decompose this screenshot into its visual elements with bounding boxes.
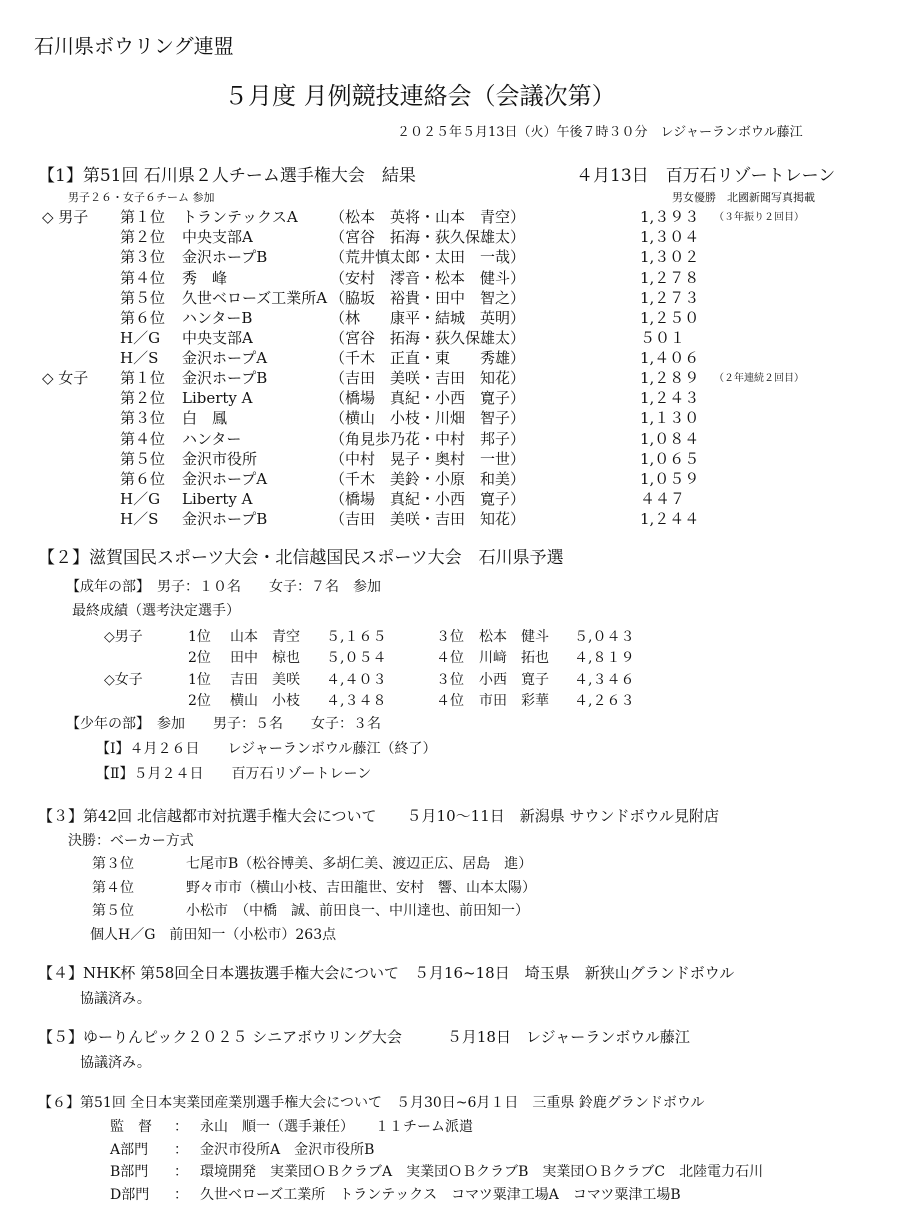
score-value: ５,１６５: [326, 629, 387, 645]
team-name: 金沢ホープA: [182, 349, 268, 367]
score-value: 1,３０４: [640, 228, 700, 246]
division-colon: ：: [174, 1164, 188, 1180]
section-1-participants: 男子２６・女子６チーム 参加: [68, 191, 215, 204]
score-value: 1,０５９: [640, 470, 700, 488]
page-title: ５月度 月例競技連絡会（会議次第）: [224, 82, 616, 110]
player-name: 小西 寛子: [479, 672, 549, 688]
rank-label: H／S: [120, 349, 159, 367]
player-name: 市田 彩華: [479, 693, 549, 709]
team-name: Liberty A: [182, 389, 253, 407]
score-value: ５０１: [640, 329, 686, 347]
division-colon: ：: [174, 1142, 188, 1158]
team-name: ハンターB: [182, 309, 253, 327]
section-2-heading: 【２】滋賀国民スポーツ大会・北信越国民スポーツ大会 石川県予選: [38, 548, 564, 568]
score-value: ５,０４３: [574, 629, 635, 645]
team-name: 秀 峰: [182, 269, 228, 287]
section-3-heading: 【３】第42回 北信越都市対抗選手権大会について ５月10～11日 新潟県 サウンドボウル見附店: [38, 807, 720, 825]
division-label: 監 督: [110, 1119, 152, 1135]
division-teams: 久世ベローズ工業所 トランテックス コマツ粟津工場A コマツ粟津工場B: [200, 1187, 681, 1203]
rank-label: 第４位: [92, 880, 134, 896]
team-members: 野々市市（横山小枝、吉田龍世、安村 響、山本太陽）: [186, 880, 536, 896]
division-teams: 金沢市役所A 金沢市役所B: [200, 1142, 375, 1158]
player-names: （橋場 真紀・小西 寛子）: [330, 490, 526, 508]
rank-label: 第６位: [120, 309, 166, 327]
gender-label: ◇男子: [104, 629, 143, 645]
player-names: （宮谷 拓海・荻久保雄太）: [330, 329, 526, 347]
division-label: D部門: [110, 1187, 150, 1203]
player-names: （千木 正直・東 秀雄）: [330, 349, 526, 367]
player-name: 吉田 美咲: [230, 672, 300, 688]
team-name: 金沢ホープB: [182, 248, 268, 266]
section-5-body: 協議済み。: [80, 1055, 151, 1071]
division-teams: 環境開発 実業団ＯＢクラブA 実業団ＯＢクラブB 実業団ＯＢクラブC 北陸電力石川: [200, 1164, 764, 1180]
section-6-heading: 【６】第51回 全日本実業団産業別選手権大会について ５月30日~6月１日 三重県 鈴鹿グランドボウル: [38, 1095, 705, 1111]
rank-label: 2位: [188, 650, 211, 666]
player-names: （中村 晃子・奥村 一世）: [330, 450, 526, 468]
adult-division: 【成年の部】 男子：１０名 女子：７名 参加: [66, 579, 381, 595]
rank-label: H／G: [120, 490, 161, 508]
rank-label: 第５位: [92, 903, 134, 919]
gender-label: ◇女子: [104, 672, 143, 688]
player-names: （脇坂 裕貴・田中 智之）: [330, 289, 526, 307]
team-name: ハンター: [182, 430, 242, 448]
player-names: （安村 澪音・松本 健斗）: [330, 269, 526, 287]
score-value: 1,２５０: [640, 309, 700, 327]
player-names: （荒井慎太郎・太田 一哉）: [330, 248, 526, 266]
individual-high-game: 個人H／G 前田知一（小松市）263点: [90, 927, 337, 943]
rank-label: ４位: [436, 650, 464, 666]
player-names: （松本 英将・山本 青空）: [330, 208, 526, 226]
rank-label: ４位: [436, 693, 464, 709]
score-value: ５,０５４: [326, 650, 387, 666]
women-group-label: ◇ 女子: [42, 369, 89, 387]
score-note: （３年振り２回目）: [714, 212, 804, 223]
team-name: 白 鳳: [182, 409, 228, 427]
team-name: 金沢ホープA: [182, 470, 268, 488]
team-name: 久世ベローズ工業所A: [182, 289, 328, 307]
team-name: 金沢市役所: [182, 450, 258, 468]
rank-label: H／G: [120, 329, 161, 347]
score-value: 1,２７３: [640, 289, 700, 307]
rank-label: 第５位: [120, 289, 166, 307]
men-group-label: ◇ 男子: [42, 208, 89, 226]
team-name: 金沢ホープB: [182, 369, 268, 387]
player-names: （角見歩乃花・中村 邦子）: [330, 430, 526, 448]
player-names: （吉田 美咲・吉田 知花）: [330, 369, 526, 387]
rank-label: 第２位: [120, 228, 166, 246]
final-format: 決勝：ベーカー方式: [68, 833, 194, 849]
player-names: （林 康平・結城 英明）: [330, 309, 526, 327]
score-value: 1,０８４: [640, 430, 700, 448]
player-names: （千木 美鈴・小原 和美）: [330, 470, 526, 488]
youth-round-1: 【Ⅰ】４月２６日 レジャーランボウル藤江（終了）: [96, 741, 437, 757]
player-names: （宮谷 拓海・荻久保雄太）: [330, 228, 526, 246]
rank-label: 第４位: [120, 430, 166, 448]
rank-label: 第３位: [92, 856, 134, 872]
score-value: 1,０６５: [640, 450, 700, 468]
team-name: Liberty A: [182, 490, 253, 508]
score-value: ４４７: [640, 490, 686, 508]
score-value: ４,４０３: [326, 672, 387, 688]
section-1-note: 男女優勝 北國新聞写真掲載: [672, 191, 815, 204]
rank-label: 2位: [188, 693, 211, 709]
player-name: 川﨑 拓也: [479, 650, 549, 666]
section-1-heading: 【1】第51回 石川県２人チーム選手権大会 結果: [38, 166, 416, 186]
rank-label: H／S: [120, 510, 159, 528]
rank-label: 1位: [188, 629, 211, 645]
rank-label: 第３位: [120, 248, 166, 266]
section-4-heading: 【４】NHK杯 第58回全日本選抜選手権大会について ５月16~18日 埼玉県 新狭山グランドボウル: [38, 964, 735, 982]
player-name: 田中 椋也: [230, 650, 300, 666]
rank-label: 第４位: [120, 269, 166, 287]
section-1-date-venue: ４月13日 百万石リゾートレーン: [576, 166, 836, 186]
division-label: B部門: [110, 1164, 149, 1180]
player-name: 松本 健斗: [479, 629, 549, 645]
score-note: （２年連続２回目）: [714, 373, 804, 384]
team-name: トランテックスA: [182, 208, 298, 226]
player-names: （橋場 真紀・小西 寛子）: [330, 389, 526, 407]
player-names: （吉田 美咲・吉田 知花）: [330, 510, 526, 528]
score-value: 1,３９３: [640, 208, 700, 226]
score-value: 1,３０２: [640, 248, 700, 266]
team-name: 金沢ホープB: [182, 510, 268, 528]
player-name: 山本 青空: [230, 629, 300, 645]
team-name: 中央支部A: [182, 228, 253, 246]
team-members: 七尾市B（松谷博美、多胡仁美、渡辺正広、居島 進）: [186, 856, 533, 872]
rank-label: 1位: [188, 672, 211, 688]
rank-label: 第１位: [120, 369, 166, 387]
score-value: ４,３４６: [574, 672, 635, 688]
youth-division: 【少年の部】 参加 男子：５名 女子：３名: [66, 716, 381, 732]
meeting-info: ２０２５年５月13日（火）午後７時３０分 レジャーランボウル藤江: [397, 125, 803, 140]
score-value: 1,２４４: [640, 510, 700, 528]
rank-label: 第５位: [120, 450, 166, 468]
rank-label: ３位: [436, 672, 464, 688]
organization-name: 石川県ボウリング連盟: [34, 34, 234, 58]
division-colon: ：: [174, 1187, 188, 1203]
score-value: 1,２８９: [640, 369, 700, 387]
player-name: 横山 小枝: [230, 693, 300, 709]
team-members: 小松市 （中橋 誠、前田良一、中川達也、前田知一）: [186, 903, 529, 919]
player-names: （横山 小枝・川畑 智子）: [330, 409, 526, 427]
team-name: 中央支部A: [182, 329, 253, 347]
division-teams: 永山 順一（選手兼任） １１チーム派遣: [200, 1119, 473, 1135]
youth-round-2: 【Ⅱ】５月２４日 百万石リゾートレーン: [96, 766, 372, 782]
score-value: 1,２４３: [640, 389, 700, 407]
score-value: ４,８１９: [574, 650, 635, 666]
rank-label: 第１位: [120, 208, 166, 226]
score-value: ４,２６３: [574, 693, 635, 709]
score-value: 1,４０６: [640, 349, 700, 367]
section-5-heading: 【５】ゆーりんピック２０２５ シニアボウリング大会 ５月18日 レジャーランボウル藤江: [38, 1028, 690, 1046]
division-label: A部門: [110, 1142, 149, 1158]
final-results-label: 最終成績（選考決定選手）: [72, 603, 240, 619]
section-4-body: 協議済み。: [80, 991, 151, 1007]
score-value: ４,３４８: [326, 693, 387, 709]
score-value: 1,１３０: [640, 409, 700, 427]
rank-label: ３位: [436, 629, 464, 645]
rank-label: 第６位: [120, 470, 166, 488]
division-colon: ：: [174, 1119, 188, 1135]
rank-label: 第３位: [120, 409, 166, 427]
rank-label: 第２位: [120, 389, 166, 407]
score-value: 1,２７８: [640, 269, 700, 287]
